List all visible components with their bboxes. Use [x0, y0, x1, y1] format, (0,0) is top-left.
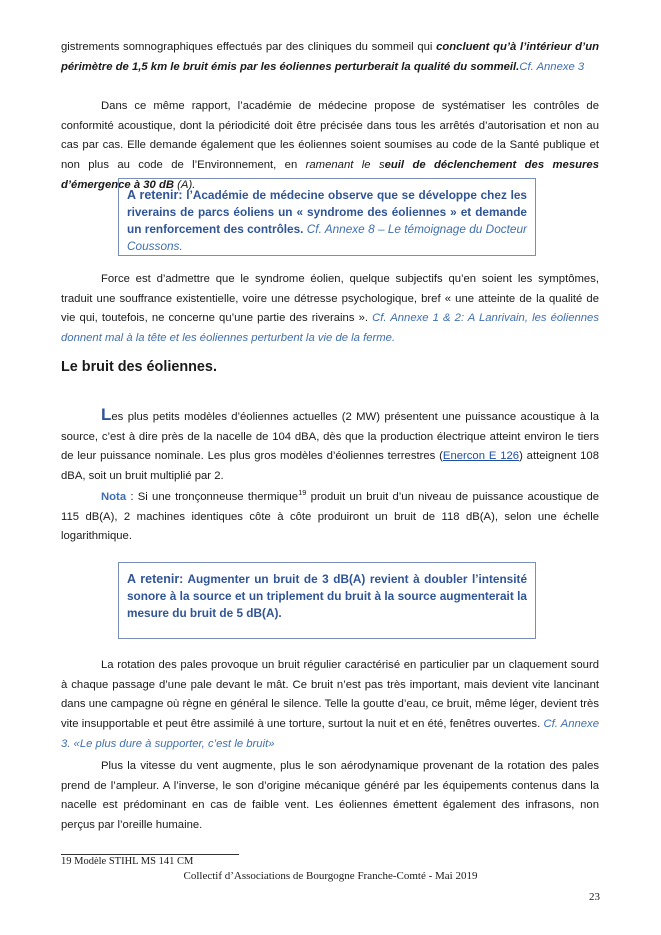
paragraph-wind-speed: Plus la vitesse du vent augmente, plus le son aérodynamique provenant de la rotation des pales prend de l’ampleur. A l’inverse, le son d’origine mécanique généré par les équipements contenus dans la nacelle est prédominant en cas de faible vent. Les éoliennes émettent également des infrasons, non perçus par l’oreille humaine. [61, 760, 599, 832]
footnote: 19 Modèle STIHL MS 141 CM [61, 856, 194, 867]
paragraph-turbine-power: Les plus petits modèles d’éoliennes actuelles (2 MW) présentent une puissance acoustique à la source, c’est à dire près de la nacelle de 104 dBA, dès que la production électrique atteint environ le tiers de leur puissance nominale. Les plus gros modèles d’éoliennes terrestres (Enercon E 126) atteignent 108 dBA, soit un bruit multiplié par 2. [61, 405, 599, 483]
footnote-marker: 19 [298, 488, 307, 498]
annex-reference: Cf. Annexe 3. «Le plus dure à supporter, c’est le bruit» [61, 718, 599, 750]
retain-label: A retenir: [127, 188, 183, 202]
paragraph-academy-report: Dans ce même rapport, l’académie de médecine propose de systématiser les contrôles de conformité acoustique, dont la périodicité doit être précisée dans tous les arrêtés d’autorisation et non au cas par cas. Elle demande également que les éoliennes soient soumises au code de la Santé publique et non plus au code de l’Environnement, en ramenant le seuil de déclenchement des mesures d’émergence à 30 dB (A). [61, 100, 599, 191]
annex-reference: Cf. Annexe 3 [519, 60, 585, 73]
drop-cap: L [101, 405, 112, 424]
retain-label: A retenir: [127, 572, 184, 586]
retain-box-academy: A retenir: l’Académie de médecine observe que se développe chez les riverains de parcs éoliens un « syndrome des éoliennes » et demande un renforcement des contrôles. Cf. Annexe 8 – Le témoignage du Docteur Coussons. [118, 178, 536, 256]
paragraph-blade-rotation: La rotation des pales provoque un bruit régulier caractérisé en particulier par un claquement sourd à chaque passage d’une pale devant le mât. Ce bruit n’est pas très important, mais devient vite lancinant dans une campagne où règne en général le silence. Telle la goutte d’eau, ce bruit, même léger, devient très vite insupportable et peut être assimilé à une torture, surtout la nuit et en été, fenêtres ouvertes. Cf. Annexe 3. «Le plus dure à supporter, c’est le bruit» [61, 659, 599, 750]
paragraph-wind-syndrome: Force est d’admettre que le syndrome éolien, quelque subjectifs qu’en soient les symptômes, traduit une souffrance existentielle, voire une détresse psychologique, bref « une atteinte de la qualité de vie qui, toutefois, ne concerne qu’une partie des riverains ». Cf. Annexe 1 & 2: A Lanrivain, les éoliennes donnent mal à la tête et les éoliennes perturbent la vie de la ferme. [61, 273, 599, 345]
section-heading: Le bruit des éoliennes. [61, 359, 217, 375]
footnote-separator [61, 854, 239, 855]
page-number: 23 [589, 891, 600, 903]
paragraph-nota: Nota : Si une tronçonneuse thermique$^{19}$ produit un bruit d’un niveau de puissance acoustique de 115 dB(A), 2 machines identiques côte à côte produiront un bruit de 118 dB(A), selon une échelle logarithmique. [61, 488, 600, 543]
nota-label: Nota [101, 491, 127, 503]
enercon-link[interactable]: Enercon E 126 [442, 450, 520, 463]
paragraph-sleep-study: gistrements somnographiques effectués par des cliniques du sommeil qui concluent qu’à l’intérieur d’un périmètre de 1,5 km le bruit émis par les éoliennes perturberait la qualité du sommeil.Cf. Annexe 3 [61, 41, 600, 73]
annex-reference: Cf. Annexe 1 & 2: A Lanrivain, les éoliennes donnent mal à la tête et les éoliennes perturbent la vie de la ferme. [61, 312, 599, 345]
retain-box-decibels: A retenir: Augmenter un bruit de 3 dB(A) revient à doubler l’intensité sonore à la source et un triplement du bruit à la source augmenterait la mesure du bruit de 5 dB(A). [118, 562, 536, 639]
annex-reference: Cf. Annexe 8 – Le témoignage du Docteur Coussons. [127, 222, 527, 253]
page-footer: Collectif d’Associations de Bourgogne Franche-Comté - Mai 2019 [183, 870, 478, 882]
